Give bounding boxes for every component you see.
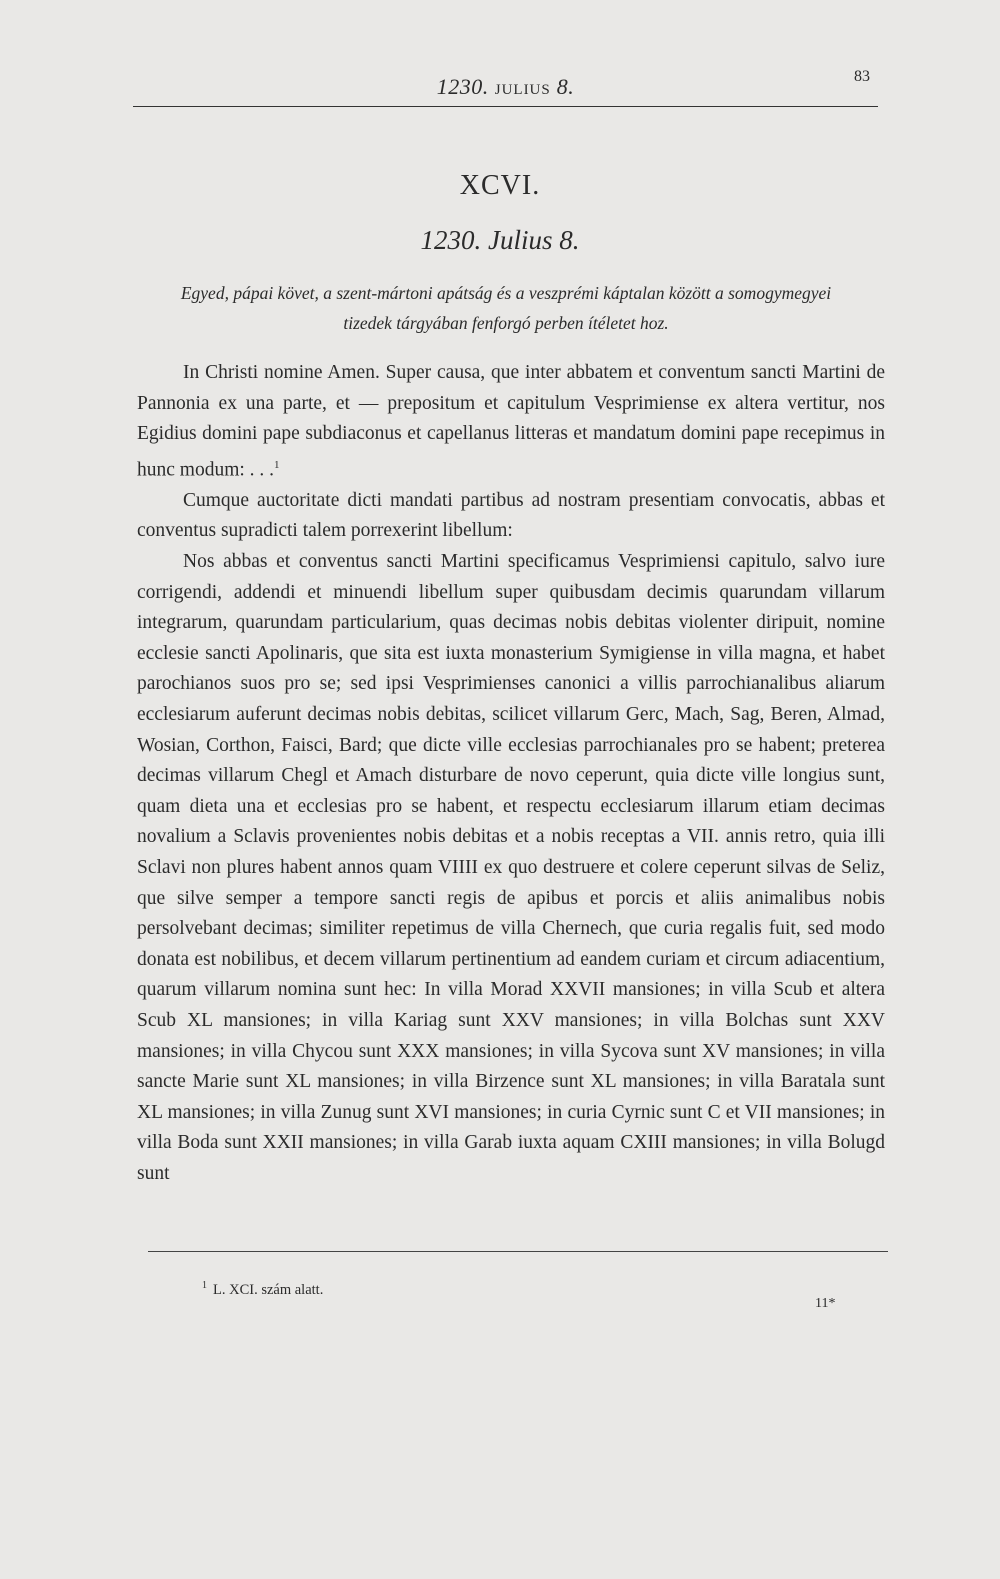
paragraph-1	[137, 358, 885, 486]
running-head-year: 1230.	[436, 74, 489, 99]
footnote-rule	[148, 1251, 888, 1252]
page-number: 83	[854, 68, 870, 85]
summary-line-1: Egyed, pápai követ, a szent-mártoni apátság és a veszprémi káptalan között a somogymegyei	[180, 283, 832, 303]
footnote-reference: 1	[274, 458, 280, 471]
running-head-month: JULIUS	[494, 82, 551, 98]
running-head-day: 8.	[556, 74, 575, 99]
footnote-text: L. XCI. szám alatt.	[213, 1281, 324, 1298]
paragraph-2: Cumque auctoritate dicti mandati partibus ad nostram presentiam convocatis, abbas et conventus supradicti talem porrexerint libellum:	[137, 489, 885, 542]
paragraph-3: Nos abbas et conventus sancti Martini specificamus Vesprimiensi capitulo, salvo iure corrigendi, addendi et minuendi libellum super quibusdam decimis quarundam villarum integrarum, quarundam particularium, quas decimas nobis debitas violenter diripuit, nomine ecclesie sancti Apolinaris, que sita est iuxta monasterium Symigiense in villa magna, et habet parochianos suos pro se; sed ipsi Vesprimienses canonici a villis parrochianalibus aliarum ecclesiarum auferunt decimas nobis debitas, scilicet villarum Gerc, Mach, Sag, Beren, Almad, Wosian, Corthon, Faisci, Bard; que dicte ville ecclesias parrochianales pro se habent; preterea decimas villarum Chegl et Amach disturbare de novo ceperunt, quia dicte ville longius sunt, quam dieta una et ecclesias pro se habent, et respectu ecclesiarum illarum etiam decimas novalium a Sclavis provenientes nobis debitas et a nobis receptas a VII. annis retro, quia illi Sclavi non plures habent annos quam VIIII ex quo destruere et colere ceperunt silvas de Seliz, que silve semper a tempore sancti regis de apibus et porcis et aliis animalibus nobis persolvebant decimas; similiter repetimus de villa Chernech, que curia regalis fuit, sed modo donata est nobilibus, et decem villarum pertinentium ad eandem curiam et circum adiacentium, quarum villarum nomina sunt hec: In villa Morad XXVII mansiones; in villa Scub et altera Scub XL mansiones; in villa Kariag sunt XXV mansiones; in villa Bolchas sunt XXV mansiones; in villa Chycou sunt XXX mansiones; in villa Sycova sunt XV mansiones; in villa sancte Marie sunt XL mansiones; in villa Birzence sunt XL mansiones; in villa Baratala sunt XL mansiones; in villa Zunug sunt XVI mansiones; in curia Cyrnic sunt C et VII mansiones; in villa Boda sunt XXII mansiones; in villa Garab iuxta aquam CXIII mansiones; in villa Bolugd sunt	[137, 551, 885, 1184]
footnote	[202, 1280, 323, 1299]
document-number: XCVI.	[459, 170, 541, 201]
paragraph-1-text: In Christi nomine Amen. Super causa, que inter abbatem et conventum sancti Martini de Pannonia ex una parte, et — prepositum et capitulum Vesprimiense ex altera vertitur, nos Egidius domini pape subdiaconus et capellanus litteras et mandatum domini pape recepimus in hunc modum: . . .	[137, 362, 885, 481]
body-text	[137, 358, 885, 1190]
running-head	[133, 66, 878, 107]
document-date: 1230. Julius 8.	[420, 225, 580, 255]
footnote-mark: 1	[202, 1280, 207, 1291]
document-summary	[135, 278, 877, 338]
summary-line-2: tizedek tárgyában fenforgó perben ítéletet hoz.	[343, 313, 669, 333]
running-head-date	[133, 74, 878, 100]
signature-mark: 11*	[815, 1296, 836, 1311]
